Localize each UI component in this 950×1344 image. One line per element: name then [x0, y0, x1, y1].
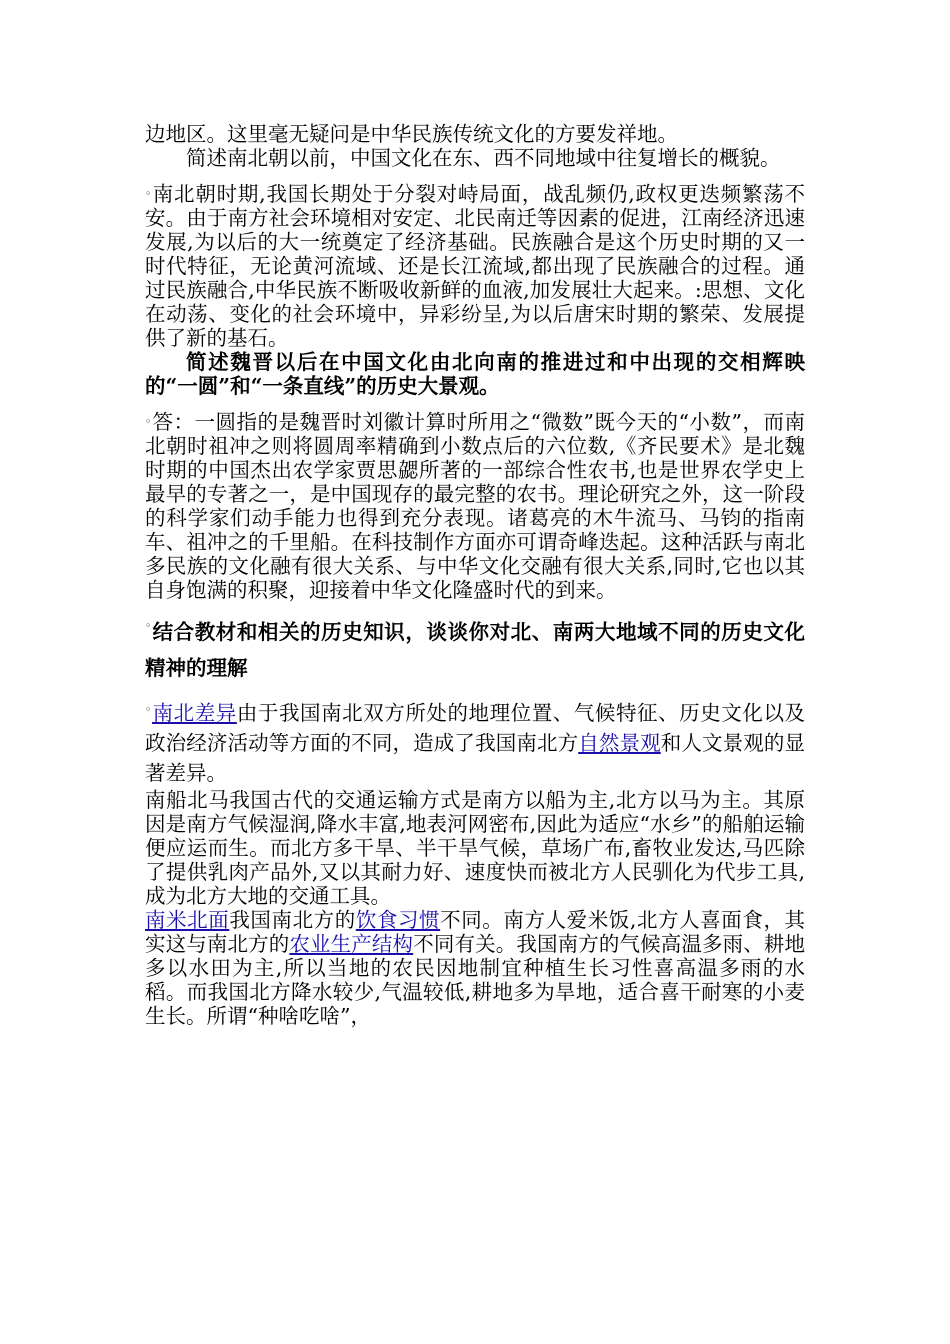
- paragraph-continuation: 边地区。这里毫无疑问是中华民族传统文化的方要发祥地。: [145, 122, 678, 146]
- link-agricultural-structure[interactable]: 农业生产结构: [289, 932, 414, 956]
- answer-southern-northern-dynasties: ◦南北朝时期,我国长期处于分裂对峙局面，战乱频仍,政权更迭频繁荡不安。由于南方社会环境相对安定、北民南迁等因素的促进，江南经济迅速发展,为以后的大一统奠定了经济基础。民族融合是这个历史时期的又一时代特征，无论黄河流域、还是长江流域,都出现了民族融合的过程。通过民族融合,中华民族不断吸收新鲜的血液,加发展壮大起来。:思想、文化在动荡、变化的社会环境中，异彩纷呈,为以后唐宋时期的繁荣、发展提供了新的基石。: [145, 182, 805, 350]
- list-marker-icon: ◦: [145, 619, 152, 632]
- link-natural-landscape[interactable]: 自然景观: [578, 731, 661, 755]
- list-marker-icon: ◦: [145, 415, 152, 428]
- section-rice-noodles: 南米北面我国南北方的饮食习惯不同。南方人爱米饭,北方人喜面食，其实这与南北方的农业生产结构不同有关。我国南方的气候高温多雨、耕地多以水田为主,所以当地的农民因地制宜种植生长习性喜高温多雨的水稻。而我国北方降水较少,气温较低,耕地多为旱地，适合喜干耐寒的小麦生长。所谓“种啥吃啥”，: [145, 908, 806, 1028]
- link-rice-noodles[interactable]: 南米北面: [145, 908, 230, 932]
- document-page: [145, 122, 805, 1028]
- question-north-south-spirit: ◦结合教材和相关的历史知识，谈谈你对北、南两大地域不同的历史文化精神的理解: [145, 614, 805, 686]
- question-overview: 简述南北朝以前，中国文化在东、西不同地域中往复增长的概貌。: [186, 146, 781, 170]
- answer-wei-jin: ◦答：一圆指的是魏晋时刘徽计算时所用之“微数”既今天的“小数”，而南北朝时祖冲之则将圆周率精确到小数点后的六位数,《齐民要术》是北魏时期的中国杰出农学家贾思勰所著的一部综合性农书,也是世界农学史上最早的专著之一，是中国现存的最完整的农书。理论研究之外，这一阶段的科学家们动手能力也得到充分表现。诸葛亮的木牛流马、马钧的指南车、祖冲之的千里船。在科技制作方面亦可谓奇峰迭起。这种活跃与南北多民族的文化融有很大关系、与中华文化交融有很大关系,同时,它也以其自身饱满的积聚，迎接着中华文化隆盛时代的到来。: [145, 410, 805, 602]
- section-boats-horses: 南船北马我国古代的交通运输方式是南方以船为主,北方以马为主。其原因是南方气候湿润,降水丰富,地表河网密布,因此为适应“水乡”的船舶运输便应运而生。而北方多干旱、半干旱气候，草场广布,畜牧业发达,马匹除了提供乳肉产品外,又以其耐力好、速度快而被北方人民驯化为代步工具,成为北方大地的交通工具。: [145, 788, 805, 908]
- list-marker-icon: ◦: [145, 703, 152, 716]
- question-wei-jin: 简述魏晋以后在中国文化由北向南的推进过和中出现的交相辉映的“一圆”和“一条直线”的历史大景观。: [145, 350, 805, 398]
- list-marker-icon: ◦: [145, 187, 152, 200]
- section-north-south-difference: ◦南北差异由于我国南北双方所处的地理位置、气候特征、历史文化以及政治经济活动等方面的不同，造成了我国南北方自然景观和人文景观的显著差异。: [145, 698, 805, 788]
- link-north-south-difference[interactable]: 南北差异: [152, 701, 237, 725]
- link-eating-habits[interactable]: 饮食习惯: [355, 908, 441, 932]
